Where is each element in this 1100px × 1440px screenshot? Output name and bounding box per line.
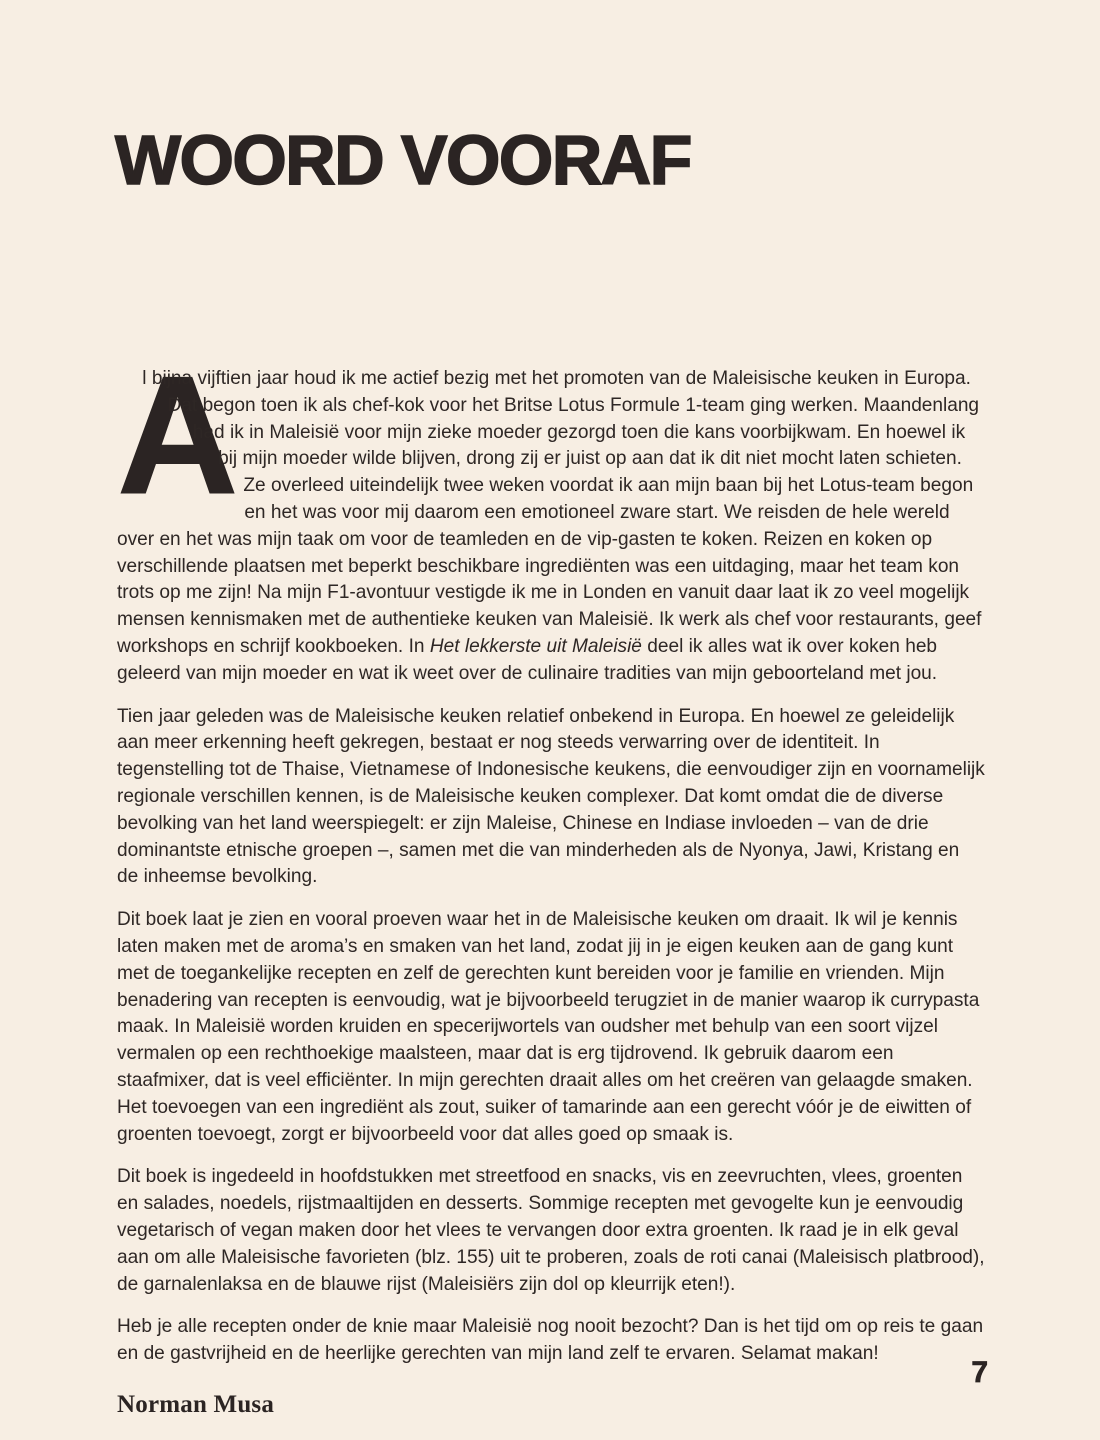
paragraph-2: Tien jaar geleden was de Maleisische keuken relatief onbekend in Europa. En hoewel ze geleidelijk aan meer erkenning heeft gekregen, bestaat er nog steeds verwarring over de identiteit. In tegenstelling tot de Thaise, Vietnamese of Indonesische keukens, die eenvoudiger zijn en voornamelijk regionale verschillen kennen, is de Maleisische keuken complexer. Dat komt omdat die de diverse bevolking van het land weerspiegelt: er zijn Maleise, Chinese en Indiase invloeden – van de drie dominantste etnische groepen –, samen met die van minderheden als de Nyonya, Jawi, Kristang en de inheemse bevolking.	[117, 705, 985, 888]
drop-cap-letter: A	[117, 341, 237, 529]
paragraph-intro-text-before-italic: l bijna vijftien jaar houd ik me actief bezig met het promoten van de Maleisische keuken in Europa. Dat begon toen ik als chef-kok voor het Britse Lotus Formule 1-team ging werken. Maandenlang had ik in Maleisië voor mijn zieke moeder gezorgd toen die kans voorbijkwam. En hoewel ik bij mijn moeder wilde blijven, drong zij er juist op aan dat ik dit niet mocht laten schieten. Ze overleed uiteindelijk twee weken voordat ik aan mijn baan bij het Lotus-team begon en het was voor mij daarom een emotioneel zware start. We reisden de hele wereld over en het was mijn taak om voor de teamleden en de vip-gasten te koken. Reizen en koken op verschillende plaatsen met beperkt beschikbare ingrediënten was een uitdaging, maar het team kon trots op me zijn! Na mijn F1-avontuur vestigde ik me in Londen en vanuit daar laat ik zo veel mogelijk mensen kennismaken met de authentieke keuken van Maleisië. Ik werk als chef voor restaurants, geef workshops en schrijf kookboeken. In	[117, 368, 982, 657]
paragraph-4: Dit boek is ingedeeld in hoofdstukken met streetfood en snacks, vis en zeevruchten, vlees, groenten en salades, noedels, rijstmaaltijden en desserts. Sommige recepten met gevogelte kun je eenvoudig vegetarisch of vegan maken door het vlees te vervangen door extra groenten. Ik raad je in elk geval aan om alle Maleisische favorieten (blz. 155) uit te proberen, zoals de roti canai (Maleisisch platbrood), de garnalenlaksa en de blauwe rijst (Maleisiërs zijn dol op kleurrijk eten!).	[117, 1166, 985, 1295]
body-content	[117, 341, 985, 1420]
paragraph-intro	[117, 341, 985, 688]
paragraph-3: Dit boek laat je zien en vooral proeven waar het in de Maleisische keuken om draait. Ik wil je kennis laten maken met de aroma’s en smaken van het land, zodat jij in je eigen keuken aan de gang kunt met de toegankelijke recepten en zelf de gerechten kunt bereiden voor je familie en vrienden. Mijn benadering van recepten is eenvoudig, wat je bijvoorbeeld terugziet in de manier waarop ik currypasta maak. In Maleisië worden kruiden en specerijwortels van oudsher met behulp van een soort vijzel vermalen op een rechthoekige maalsteen, maar dat is erg tijdrovend. Ik gebruik daarom een staafmixer, dat is veel efficiënter. In mijn gerechten draait alles om het creëren van gelaagde smaken. Het toevoegen van een ingrediënt als zout, suiker of tamarinde aan een gerecht vóór je de eiwitten of groenten toevoegt, zorgt er bijvoorbeeld voor dat alles goed op smaak is.	[117, 909, 980, 1145]
paragraph-5: Heb je alle recepten onder de knie maar Maleisië nog nooit bezocht? Dan is het tijd om op reis te gaan en de gastvrijheid en de heerlijke gerechten van mijn land zelf te ervaren. Selamat makan!	[117, 1316, 984, 1365]
book-title-italic: Het lekkerste uit Maleisië	[429, 635, 642, 657]
paragraph-intro-text-after-italic: deel ik alles wat ik over koken heb geleerd van mijn moeder en wat ik weet over de culinaire tradities van mijn geboorteland met jou.	[117, 635, 938, 684]
page-title: WOORD VOORAF	[115, 121, 691, 199]
page-number: 7	[971, 1356, 988, 1389]
author-signature: Norman Musa	[117, 1390, 275, 1418]
